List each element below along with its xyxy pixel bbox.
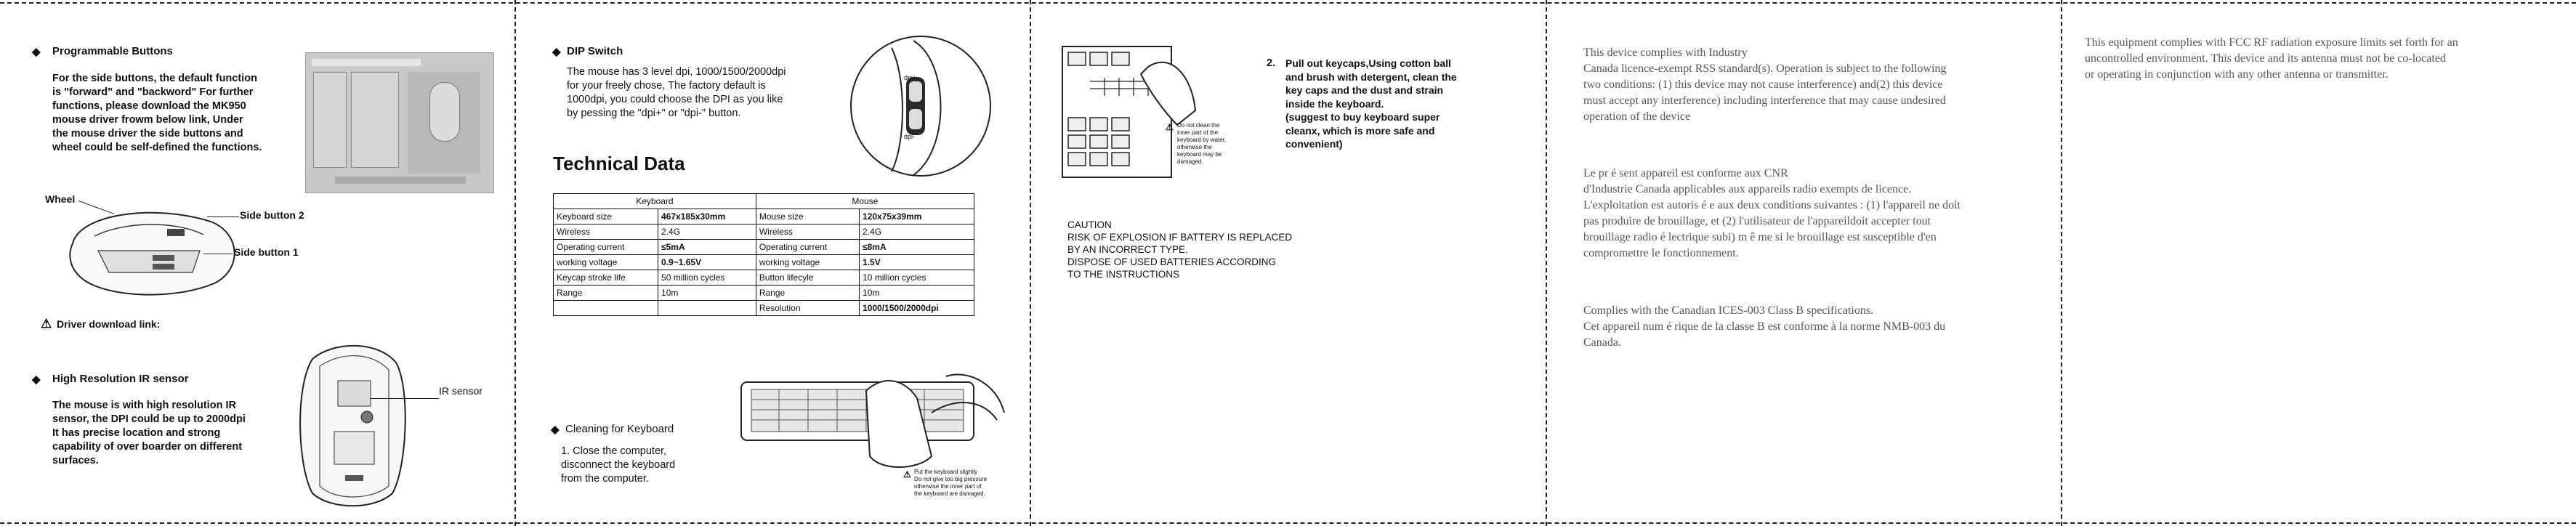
- bullet-diamond: ◆: [32, 373, 41, 386]
- cleaning-step-1: 1. Close the computer, disconnect the keyboard from the computer.: [561, 445, 676, 485]
- table-row: [554, 301, 974, 316]
- label-wheel: Wheel: [45, 193, 76, 205]
- driver-software-screenshot: [305, 52, 494, 193]
- table-cell: working voltage: [756, 255, 859, 270]
- leader-ir-sensor: [371, 398, 439, 399]
- table-cell: 10 million cycles: [860, 270, 974, 286]
- table-row: [554, 240, 974, 255]
- table-cell: Range: [554, 286, 658, 301]
- table-cell: [658, 301, 756, 316]
- table-cell: Operating current: [554, 240, 658, 255]
- table-row: [554, 255, 974, 270]
- dpi-button-zoom-drawing: [848, 33, 993, 179]
- panel-industry-canada: [1546, 0, 2061, 526]
- table-cell: Button lifecyle: [756, 270, 859, 286]
- step-2-paragraph: Pull out keycaps,Using cotton ball and brush with detergent, clean the key caps and the dust and strain inside the keyboard. (suggest to buy keyboard super cleanx, which is more safe and convenient): [1285, 57, 1457, 150]
- table-row: [554, 209, 974, 224]
- bullet-diamond: ◆: [551, 424, 560, 436]
- keyboard-pressure-note: Put the keyboard slightly Do not give too big pressure otherwise the inner part of the keyboard are damaged.: [914, 469, 988, 497]
- table-row: [554, 224, 974, 240]
- dpi-minus-label: dpi-: [904, 133, 916, 140]
- table-cell: Mouse size: [756, 209, 859, 224]
- fcc-rf-exposure-statement: This equipment complies with FCC RF radiation exposure limits set forth for an uncontrolled environment. This device and its antenna must not be co-located or operating in conjunction with any other antenna or transmitter.: [2085, 36, 2458, 81]
- technical-data-table: [553, 193, 974, 316]
- bullet-diamond: ◆: [32, 46, 41, 58]
- table-cell: ≤5mA: [658, 240, 756, 255]
- warning-icon: ⚠: [41, 317, 52, 331]
- table-cell: Keyboard size: [554, 209, 658, 224]
- table-row: [554, 286, 974, 301]
- table-cell: Range: [756, 286, 859, 301]
- table-cell: 2.4G: [658, 224, 756, 240]
- driver-download-link-label: Driver download link:: [57, 318, 161, 330]
- dpi-plus-label: dpi+: [904, 74, 917, 81]
- table-cell: 1000/1500/2000dpi: [860, 301, 974, 316]
- table-cell: Wireless: [554, 224, 658, 240]
- table-cell: 2.4G: [860, 224, 974, 240]
- battery-caution: CAUTION RISK OF EXPLOSION IF BATTERY IS REPLACED BY AN INCORRECT TYPE. DISPOSE OF USED BATTERIES ACCORDING TO THE INSTRUCTIONS: [1067, 219, 1293, 280]
- section-title-ir-sensor: High Resolution IR sensor: [52, 373, 189, 385]
- step-2-number: 2.: [1267, 57, 1276, 69]
- warning-icon: ⚠: [903, 469, 911, 480]
- mouse-bottom-drawing: [291, 337, 414, 511]
- programmable-paragraph: For the side buttons, the default function is "forward" and "backword" For further functions, please download the MK950 mouse driver frowm below link, Under the mouse driver the side buttons and wheel could be self-defined the functions.: [52, 73, 262, 153]
- table-cell: ≤8mA: [860, 240, 974, 255]
- panel-fcc: [2062, 0, 2576, 526]
- ir-sensor-paragraph: The mouse is with high resolution IR sensor, the DPI could be up to 2000dpi It has precise location and strong capability of over boarder on different surfaces.: [52, 400, 246, 466]
- table-cell: Resolution: [756, 301, 859, 316]
- panel-programmable-buttons: [0, 0, 514, 526]
- table-cell: 0.9~1.65V: [658, 255, 756, 270]
- table-row: [554, 270, 974, 286]
- dip-switch-paragraph: The mouse has 3 level dpi, 1000/1500/2000dpi for your freely chose, The factory default is 1000dpi, you could choose the DPI as you like by pessing the "dpi+" or "dpi-" button.: [567, 66, 786, 119]
- section-title-dip-switch: DIP Switch: [567, 45, 623, 57]
- table-cell: Wireless: [756, 224, 859, 240]
- label-side-button-2: Side button 2: [240, 209, 304, 221]
- water-clean-note: Do not clean the inner part of the keyboard by water, otherwise the keyboard may be damaged.: [1177, 122, 1227, 165]
- warning-icon: ⚠: [1166, 122, 1174, 132]
- table-cell: Operating current: [756, 240, 859, 255]
- technical-data-title: Technical Data: [553, 153, 685, 174]
- table-header-keyboard: Keyboard: [554, 194, 756, 209]
- table-cell: 1.5V: [860, 255, 974, 270]
- section-title-programmable: Programmable Buttons: [52, 45, 173, 57]
- table-cell: 10m: [658, 286, 756, 301]
- table-cell: 467x185x30mm: [658, 209, 756, 224]
- panel-dip-and-tech: [515, 0, 1030, 526]
- section-title-cleaning: Cleaning for Keyboard: [565, 423, 674, 435]
- label-ir-sensor: IR sensor: [439, 385, 483, 397]
- table-header-row: [554, 194, 974, 209]
- bullet-diamond: ◆: [552, 46, 561, 58]
- mouse-side-drawing: [65, 200, 247, 302]
- table-cell: 50 million cycles: [658, 270, 756, 286]
- keyboard-hands-drawing: [735, 369, 1012, 478]
- table-header-mouse: Mouse: [756, 194, 974, 209]
- table-cell: 120x75x39mm: [860, 209, 974, 224]
- table-cell: Keycap stroke life: [554, 270, 658, 286]
- ic-compliance-english: This device complies with Industry Canada licence-exempt RSS standard(s). Operation is subject to the following two conditions: (1) this device may not cause interference) and(2) this device must accept any interference) including interference that may cause undesired operation of the device: [1583, 46, 1947, 123]
- table-cell: [554, 301, 658, 316]
- table-cell: working voltage: [554, 255, 658, 270]
- table-cell: 10m: [860, 286, 974, 301]
- ices-003-statement: Complies with the Canadian ICES-003 Class B specifications. Cet appareil num é rique de la classe B est conforme à la norme NMB-003 du Canada.: [1583, 304, 1946, 349]
- ic-compliance-french: Le pr é sent appareil est conforme aux CNR d'Industrie Canada applicables aux appareils radio exempts de licence. L'exploitation est autoris é e aux deux conditions suivantes : (1) l'appareil ne doit pas produire de brouillage, et (2) l'utilisateur de l'appareildoit accepter tout brouillage radio é lectrique subi) m ê me si le brouillage est susceptible d'en compromettre le fonctionnement.: [1583, 167, 1961, 259]
- label-side-button-1: Side button 1: [234, 246, 299, 258]
- panel-cleaning-caution: [1030, 0, 1545, 526]
